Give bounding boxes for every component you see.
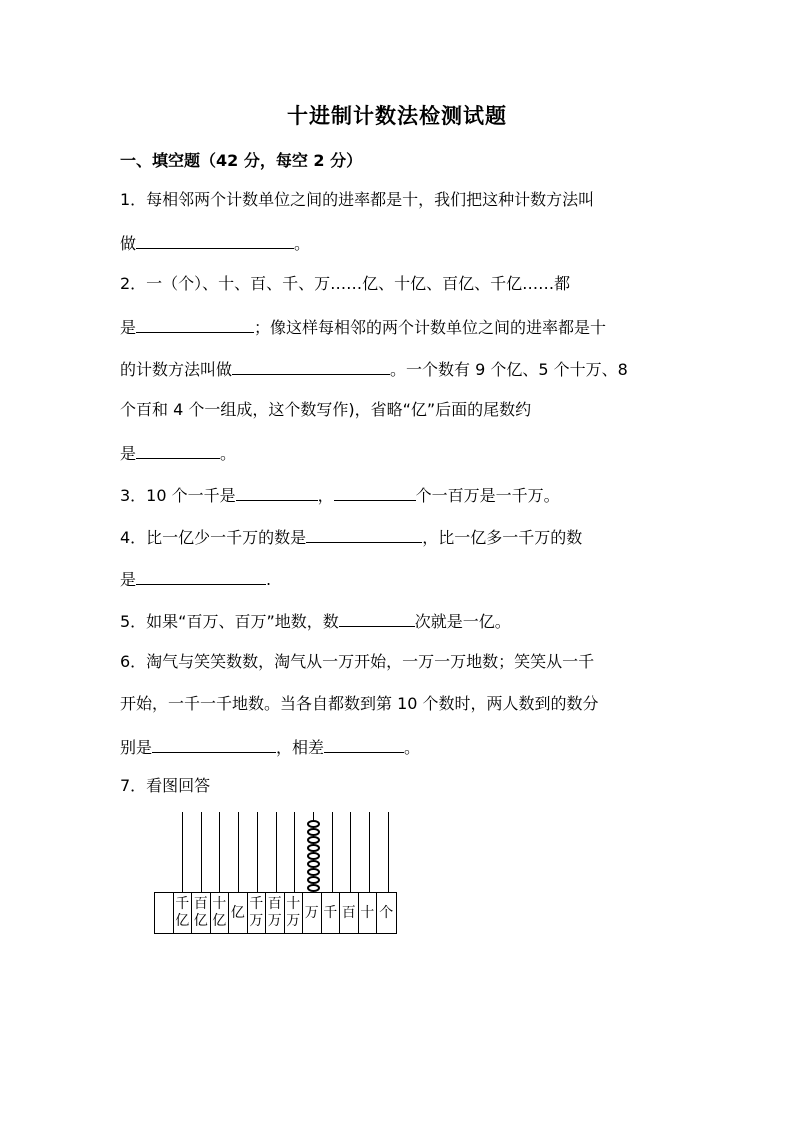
question-3-suffix: 个一百万是一千万。 xyxy=(415,486,560,505)
question-4-suffix: ，比一亿多一千万的数 xyxy=(422,528,583,547)
question-4-prefix: 4．比一亿少一千万的数是 xyxy=(120,528,307,547)
place-label-top: 千 xyxy=(175,896,190,912)
abacus-bead xyxy=(307,868,320,876)
place-label-bottom: 亿 xyxy=(193,913,208,929)
place-cell xyxy=(266,893,285,933)
question-2-text: ；像这样每相邻的两个计数单位之间的进率都是十 xyxy=(254,318,607,337)
question-6-middle: ，相差 xyxy=(276,738,325,757)
abacus-rod xyxy=(219,812,220,892)
answer-blank-7[interactable] xyxy=(306,526,422,543)
place-cell xyxy=(285,893,304,933)
place-label-top: 百 xyxy=(341,904,356,921)
answer-blank-6[interactable] xyxy=(334,484,416,501)
abacus-rod xyxy=(332,812,333,892)
answer-blank-5[interactable] xyxy=(236,484,318,501)
answer-blank-2[interactable] xyxy=(136,316,254,333)
question-2-text-5b: 。 xyxy=(220,444,237,463)
question-1-line-2 xyxy=(120,232,310,254)
abacus-bead xyxy=(307,828,320,836)
place-label-top: 十 xyxy=(212,896,227,912)
abacus-bead xyxy=(307,844,320,852)
question-2-line-5 xyxy=(120,442,236,464)
question-4-line-1 xyxy=(120,526,582,548)
abacus-bead xyxy=(307,836,320,844)
question-4-prefix-2: 是 xyxy=(120,570,137,589)
place-label-top: 百 xyxy=(193,896,208,912)
page-title: 十进制计数法检测试题 xyxy=(287,104,507,128)
question-2-text-5a: 是 xyxy=(120,444,137,463)
place-cell xyxy=(303,893,322,933)
question-4-suffix-2: . xyxy=(266,570,272,589)
question-6-line-3 xyxy=(120,736,420,758)
answer-blank-4[interactable] xyxy=(136,442,220,459)
abacus-rod xyxy=(182,812,183,892)
answer-blank-11[interactable] xyxy=(324,736,404,753)
answer-blank-8[interactable] xyxy=(136,568,266,585)
place-cell xyxy=(322,893,341,933)
question-5-prefix: 5．如果“百万、百万”地数，数 xyxy=(120,612,339,631)
question-2-prefix: 是 xyxy=(120,318,137,337)
question-5-suffix: 次就是一亿。 xyxy=(414,612,511,631)
abacus-rod xyxy=(257,812,258,892)
answer-blank-10[interactable] xyxy=(152,736,276,753)
abacus-rod xyxy=(369,812,370,892)
abacus-rod xyxy=(350,812,351,892)
place-label-top: 个 xyxy=(379,904,394,921)
question-1-line-1: 1．每相邻两个计数单位之间的进率都是十，我们把这种计数方法叫 xyxy=(120,190,595,209)
question-3-prefix: 3．10 个一千是 xyxy=(120,486,236,505)
place-cell xyxy=(359,893,378,933)
question-6-prefix: 别是 xyxy=(120,738,153,757)
question-2-line-1: 2．一（个）、十、百、千、万……亿、十亿、百亿、千亿……都 xyxy=(120,274,571,293)
abacus-rod xyxy=(238,812,239,892)
question-3-comma: ， xyxy=(317,486,334,505)
place-cell xyxy=(248,893,267,933)
place-label-bottom: 亿 xyxy=(175,913,190,929)
question-2-line-3 xyxy=(120,358,628,380)
question-2-line-4: 个百和 4 个一组成，这个数写作)，省略“亿”后面的尾数约 xyxy=(120,400,532,419)
abacus-figure xyxy=(154,812,404,934)
place-cell xyxy=(340,893,359,933)
section-heading-fill-in: 一、填空题（42 分，每空 2 分） xyxy=(120,151,363,170)
place-label-top: 千 xyxy=(323,904,338,921)
question-5-line xyxy=(120,610,511,632)
abacus-bead xyxy=(307,876,320,884)
place-label-top: 亿 xyxy=(230,904,245,921)
question-3-line xyxy=(120,484,560,506)
abacus-bead xyxy=(307,852,320,860)
place-label-bottom: 亿 xyxy=(212,913,227,929)
place-label-top: 十 xyxy=(286,896,301,912)
place-cell xyxy=(192,893,211,933)
place-label-top: 百 xyxy=(267,896,282,912)
abacus-rod xyxy=(276,812,277,892)
abacus-rod xyxy=(201,812,202,892)
place-label-bottom: 万 xyxy=(249,913,264,929)
answer-blank-1[interactable] xyxy=(136,232,294,249)
question-4-line-2 xyxy=(120,568,271,590)
answer-blank-9[interactable] xyxy=(339,610,415,627)
question-2-text-3a: 的计数方法叫做 xyxy=(120,360,233,379)
question-1-prefix: 做 xyxy=(120,234,137,253)
place-label-top: 千 xyxy=(249,896,264,912)
answer-blank-3[interactable] xyxy=(232,358,390,375)
place-cell xyxy=(211,893,230,933)
place-label-bottom: 万 xyxy=(267,913,282,929)
place-cell xyxy=(155,893,174,933)
abacus-bead xyxy=(307,820,320,828)
question-1-suffix: 。 xyxy=(294,234,311,253)
question-6-suffix: 。 xyxy=(404,738,421,757)
place-value-table xyxy=(154,892,397,934)
place-cell xyxy=(229,893,248,933)
abacus-bead xyxy=(307,884,320,892)
abacus-rod xyxy=(294,812,295,892)
place-cell xyxy=(174,893,193,933)
place-cell xyxy=(377,893,396,933)
question-7-label: 7．看图回答 xyxy=(120,776,211,795)
question-2-text-3b: 。一个数有 9 个亿、5 个十万、8 xyxy=(390,360,628,379)
place-label-bottom: 万 xyxy=(286,913,301,929)
question-2-line-2 xyxy=(120,316,606,338)
abacus-bead xyxy=(307,860,320,868)
place-label-top: 十 xyxy=(360,904,375,921)
place-label-top: 万 xyxy=(304,904,319,921)
question-6-line-2: 开始，一千一千地数。当各自都数到第 10 个数时，两人数到的数分 xyxy=(120,694,599,713)
question-6-line-1: 6．淘气与笑笑数数，淘气从一万开始，一万一万地数；笑笑从一千 xyxy=(120,652,595,671)
abacus-rod xyxy=(388,812,389,892)
